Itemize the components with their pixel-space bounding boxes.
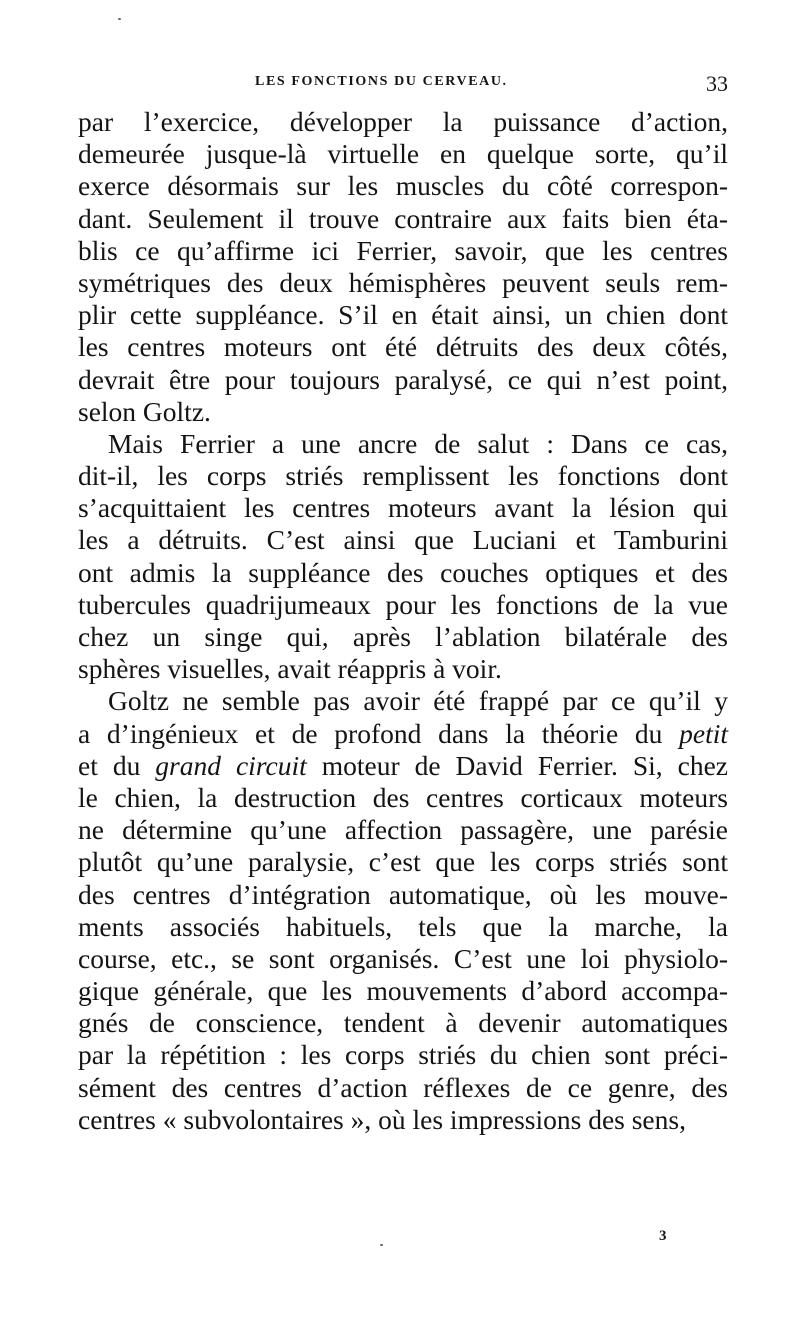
text-line: exerce désormais sur les muscles du côté correspon- xyxy=(78,170,728,202)
paragraph xyxy=(78,106,728,428)
text-line: blis ce qu’affirme ici Ferrier, savoir, que les centres xyxy=(78,234,728,266)
text-line: gnés de conscience, tendent à devenir automatiques xyxy=(78,1007,728,1039)
text-line: le chien, la destruction des centres corticaux moteurs xyxy=(78,781,728,813)
text-line: Goltz ne semble pas avoir été frappé par ce qu’il y xyxy=(108,685,728,717)
paragraph xyxy=(78,685,728,1136)
text-line: par l’exercice, développer la puissance d’action, xyxy=(78,106,728,137)
text-line: dant. Seulement il trouve contraire aux faits bien éta- xyxy=(78,202,728,234)
text-line: gique générale, que les mouvements d’abord accompa- xyxy=(78,975,728,1007)
signature-mark: 3 xyxy=(659,1228,667,1244)
text-line: a d’ingénieux et de profond dans la théorie du petit xyxy=(78,717,728,749)
text-line: ont admis la suppléance des couches optiques et des xyxy=(78,556,728,588)
text-line: ments associés habituels, tels que la marche, la xyxy=(78,910,728,942)
text-line: selon Goltz. xyxy=(78,395,211,427)
text-line: des centres d’intégration automatique, où les mouve- xyxy=(78,878,728,910)
print-speck xyxy=(118,18,121,20)
text-line: tubercules quadrijumeaux pour les fonctions de la vue xyxy=(78,588,728,620)
italic-term: petit xyxy=(679,717,728,749)
italic-term: grand circuit xyxy=(155,749,307,781)
page-number: 33 xyxy=(706,71,728,96)
text-line: devrait être pour toujours paralysé, ce qui n’est point, xyxy=(78,363,728,395)
text-line: chez un singe qui, après l’ablation bilatérale des xyxy=(78,621,728,652)
text-line: sément des centres d’action réflexes de ce genre, des xyxy=(78,1071,728,1103)
text-line: Mais Ferrier a une ancre de salut : Dans ce cas, xyxy=(108,427,728,459)
running-head: LES FONCTIONS DU CERVEAU. xyxy=(255,74,508,89)
body-text xyxy=(78,106,728,1136)
text-line: sphères visuelles, avait réappris à voir. xyxy=(78,653,502,685)
text-line: les a détruits. C’est ainsi que Luciani et Tamburini xyxy=(78,524,728,556)
print-speck xyxy=(380,1244,383,1246)
text-line: ne détermine qu’une affection passagère, une parésie xyxy=(78,814,728,846)
paragraph xyxy=(78,428,728,686)
text-line: plir cette suppléance. S’il en était ainsi, un chien dont xyxy=(78,299,728,331)
text-line: course, etc., se sont organisés. C’est une loi physiolo- xyxy=(78,942,728,974)
text-line: s’acquittaient les centres moteurs avant la lésion qui xyxy=(78,492,728,524)
text-line: dit-il, les corps striés remplissent les fonctions dont xyxy=(78,460,728,492)
text-line: par la répétition : les corps striés du chien sont préci- xyxy=(78,1039,728,1071)
text-line: les centres moteurs ont été détruits des deux côtés, xyxy=(78,331,728,363)
text-line: symétriques des deux hémisphères peuvent seuls rem- xyxy=(78,266,728,298)
text-line: plutôt qu’une paralysie, c’est que les corps striés sont xyxy=(78,846,728,878)
text-line: demeurée jusque-là virtuelle en quelque sorte, qu’il xyxy=(78,138,728,170)
text-line: et du grand circuit moteur de David Ferrier. Si, chez xyxy=(78,749,728,781)
text-line: centres « subvolontaires », où les impressions des sens, xyxy=(78,1103,686,1135)
